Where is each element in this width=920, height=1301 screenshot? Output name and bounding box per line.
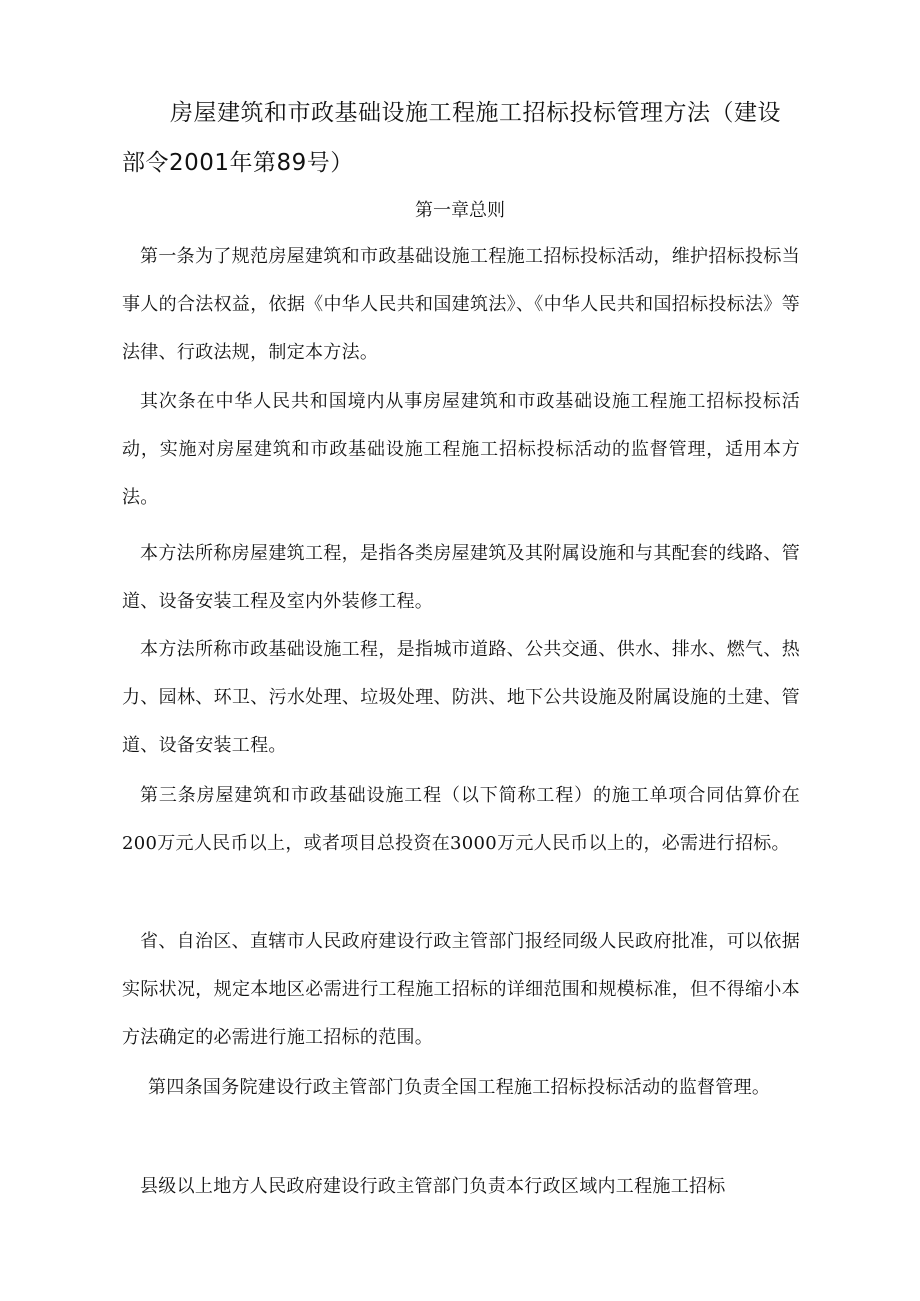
paragraph-article-3: 第三条房屋建筑和市政基础设施工程（以下简称工程）的施工单项合同估算价在200万元人民币以上，或者项目总投资在3000万元人民币以上的，必需进行招标。 (122, 785, 800, 854)
document-title: 房屋建筑和市政基础设施工程施工招标投标管理方法（建设部令2001年第89号） (122, 100, 781, 176)
chapter-heading: 第一章总则 (415, 200, 505, 221)
paragraph-article-1: 第一条为了规范房屋建筑和市政基础设施工程施工招标投标活动，维护招标投标当事人的合法权益，依据《中华人民共和国建筑法》、《中华人民共和国招标投标法》等法律、行政法规，制定本方法。 (122, 246, 800, 363)
paragraph-local-authority: 县级以上地方人民政府建设行政主管部门负责本行政区域内工程施工招标 (140, 1176, 726, 1197)
paragraph-article-4: 第四条国务院建设行政主管部门负责全国工程施工招标投标活动的监督管理。 (148, 1077, 771, 1098)
paragraph-building-definition: 本方法所称房屋建筑工程，是指各类房屋建筑及其附属设施和与其配套的线路、管道、设备安装工程及室内外装修工程。 (122, 543, 800, 612)
paragraph-provincial-standard: 省、自治区、直辖市人民政府建设行政主管部门报经同级人民政府批准，可以依据实际状况，规定本地区必需进行工程施工招标的详细范围和规模标准，但不得缩小本方法确定的必需进行施工招标的范围。 (122, 931, 800, 1048)
paragraph-article-2: 其次条在中华人民共和国境内从事房屋建筑和市政基础设施工程施工招标投标活动，实施对房屋建筑和市政基础设施工程施工招标投标活动的监督管理，适用本方法。 (122, 391, 800, 508)
paragraph-municipal-definition: 本方法所称市政基础设施工程，是指城市道路、公共交通、供水、排水、燃气、热力、园林、环卫、污水处理、垃圾处理、防洪、地下公共设施及附属设施的土建、管道、设备安装工程。 (122, 639, 800, 756)
